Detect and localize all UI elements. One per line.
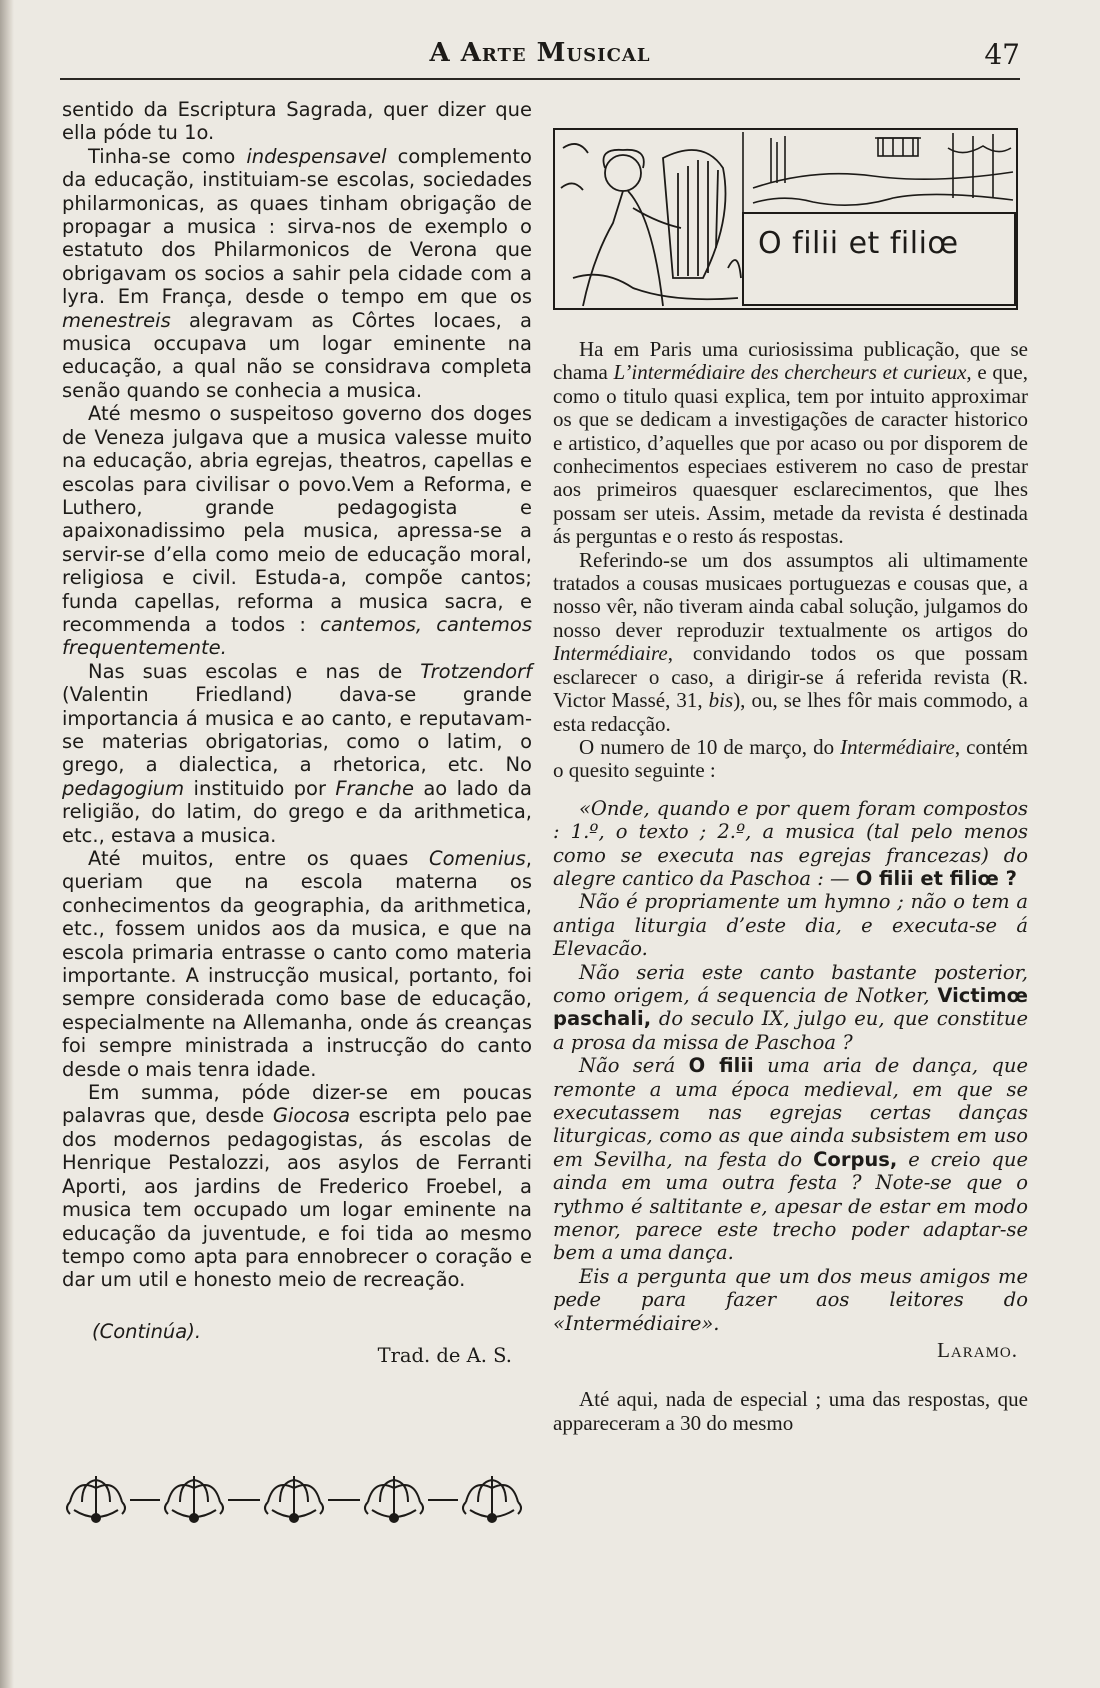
paragraph: Tinha-se como indespensavel complemento da educação, instituiam-se escolas, sociedades philarmonicas, as quaes tinham obrigação de propagar a musica : sirva-nos de exemplo o estatuto dos Philarmonicos de Verona que obrigavam os socios a sahir pela cidade com a lyra. Em França, desde o tempo em que os menestreis alegravam as Côrtes locaes, a musica occupava um logar eminente na educação, a qual não se considrava completa senão quando se conhecia a musica. [62, 144, 532, 402]
quoted-query [553, 797, 1028, 1335]
harp-player-illustration [553, 128, 1018, 310]
continued-note: (Continúa). [92, 1319, 202, 1343]
section-heading-box [553, 128, 1018, 310]
quote-paragraph: Não seria este canto bastante posterior, como origem, á sequencia de Notker, Victimœ paschali, do seculo IX, julgo eu, que constitue a prosa da missa de Paschoa ? [553, 960, 1028, 1054]
fleuron-ornament [265, 1476, 323, 1522]
header-rule [60, 78, 1020, 80]
page-number: 47 [984, 38, 1020, 71]
quote-paragraph: Não é propriamente um hymno ; não o tem a antiga liturgia d’este dia, e executa-se á Elevacão. [553, 890, 1028, 961]
paragraph: Até muitos, entre os quaes Comenius, queriam que na escola materna os conhecimentos da geographia, da arithmetica, etc., fossem unidos aos da musica, e que na escola primaria entrasse o canto como materia importante. A instrucção musical, portanto, foi sempre considerada como base de educação, especialmente na Allemanha, onde ás creanças foi sempre ministrada a instrucção do canto desde o mais tenra idade. [62, 847, 532, 1081]
paragraph: sentido da Escriptura Sagrada, quer dizer que ella póde tu 1o. [62, 98, 532, 145]
fleuron-ornament [165, 1476, 223, 1522]
left-column [62, 98, 532, 1378]
left-paragraphs [62, 98, 532, 1292]
right-column [553, 338, 1028, 1435]
continuation-row [62, 1314, 532, 1378]
journal-title: A Arte Musical [429, 38, 651, 68]
fleuron-ornament [67, 1476, 125, 1522]
quote-paragraph: Não será O filii uma aria de dança, que remonte a uma época medieval, em que se executassem nas egrejas certas danças liturgicas, como as que ainda subsistem em uso em Sevilha, na festa do Corpus, e creio que ainda em uma outra festa ? Note-se que o rythmo é saltitante e, apesar de estar em modo menor, parece este trecho poder adaptar-se bem a uma dança. [553, 1054, 1029, 1265]
running-head [60, 30, 1020, 80]
fleuron-ornament [463, 1476, 521, 1522]
paragraph: Até mesmo o suspeitoso governo dos doges de Veneza julgava que a musica valesse muito na educação, abria egrejas, theatros, capellas e escolas para civilisar o povo.Vem a Reforma, e Luthero, grande pedagogista e apaixonadissimo pela musica, apressa-se a servir-se d’ella como meio de educação moral, religiosa e civil. Estuda-a, compõe cantos; funda capellas, reforma a musica sacra, e recommenda a todos : cantemos, cantemos frequentemente. [62, 402, 532, 660]
quote-paragraph: Eis a pergunta que um dos meus amigos me pede para fazer aos leitores do «Intermédiaire». [553, 1264, 1028, 1335]
translator-credit: Trad. de A. S. [377, 1343, 512, 1367]
paragraph: O numero de 10 de março, do Intermédiaire, contém o quesito seguinte : [553, 734, 1028, 783]
ornament-band [62, 1468, 532, 1530]
section-title: O filii et filiœ [758, 226, 959, 261]
paragraph: Ha em Paris uma curiosissima publicação, que se chama L’intermédiaire des chercheurs et curieux, e que, como o titulo quasi explica, tem por intuito approximar os que se dedicam a investigações de caracter historico e artistico, d’aquelles que por acaso ou por disporem de conhecimentos especiaes estiverem no caso de prestar aos primeiros quaesquer esclarecimentos, que lhes possam ser uteis. Assim, metade da revista é destinada ás perguntas e o resto ás respostas. [553, 337, 1028, 549]
paragraph: Referindo-se um dos assumptos ali ultimamente tratados a cousas musicaes portuguezas e cousas que, a nosso vêr, não tiveram ainda cabal solução, julgamos do nosso dever reproduzir textualmente os artigos do Intermédiaire, convidando todos os que possam esclarecer o caso, a dirigir-se á referida revista (R. Victor Massé, 31, bis), ou, se lhes fôr mais commodo, a esta redacção. [553, 547, 1028, 736]
page-edge-shadow [0, 0, 14, 1688]
right-paragraphs [553, 338, 1028, 783]
signature: Laramo. [937, 1338, 1018, 1363]
closing-paragraph: Até aqui, nada de especial ; uma das respostas, que appareceram a 30 do mesmo [553, 1387, 1028, 1435]
fleuron-ornament [365, 1476, 423, 1522]
quote-paragraph: «Onde, quando e por quem foram compostos : 1.º, o texto ; 2.º, a musica (tal pelo menos como se executa nas egrejas francezas) do alegre cantico da Paschoa : — O filii et filiœ ? [553, 796, 1028, 890]
paragraph: Nas suas escolas e nas de Trotzendorf (Valentin Friedland) dava-se grande importancia á musica e ao canto, e reputavam-se materias obrigatorias, como o latim, o grego, a dialectica, a rhetorica, etc. No pedagogium instituido por Franche ao lado da religião, do latim, do grego e da arithmetica, etc., estava a musica. [62, 659, 532, 847]
paragraph: Em summa, póde dizer-se em poucas palavras que, desde Giocosa escripta pelo pae dos modernos pedagogistas, ás escolas de Henrique Pestalozzi, aos asylos de Ferranti Aporti, aos jardins de Frederico Froebel, a musica tem occupado um logar eminente na educação da juventude, e foi tida ao mesmo tempo como apta para ennobrecer o coração e dar um util e honesto meio de recreação. [62, 1081, 532, 1292]
